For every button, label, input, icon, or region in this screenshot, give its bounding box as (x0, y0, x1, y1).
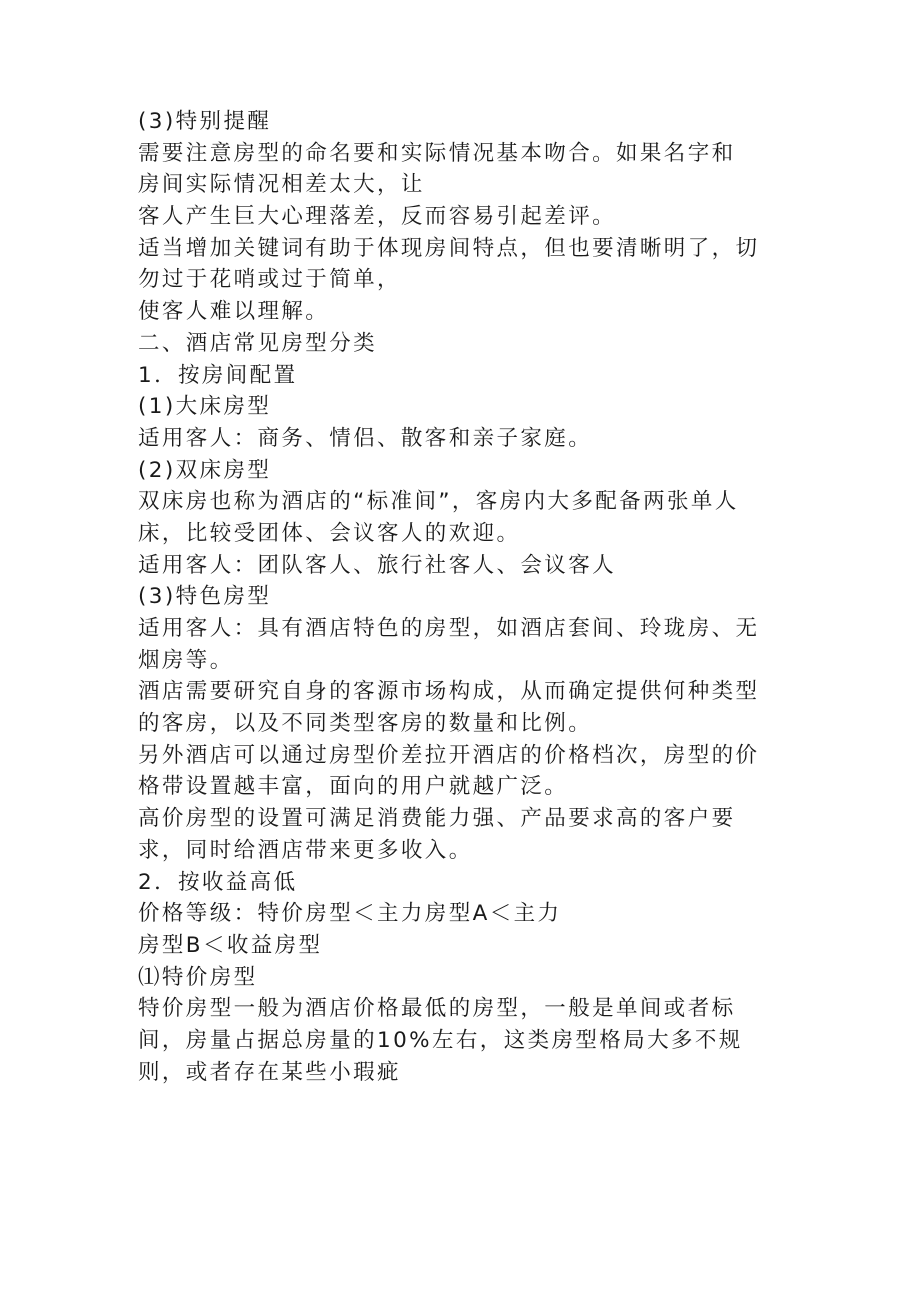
paragraph-line: 适用客人：团队客人、旅行社客人、会议客人 (138, 552, 617, 578)
paragraph-line: 客人产生巨大心理落差，反而容易引起差评。 (138, 204, 617, 230)
section-heading-room-types: 二、酒店常见房型分类 (138, 330, 378, 356)
item-heading-twin-room: (2)双床房型 (138, 457, 272, 483)
paragraph-line: 适用客人：商务、情侣、散客和亲子家庭。 (138, 425, 593, 451)
paragraph-line: 需要注意房型的命名要和实际情况基本吻合。如果名字和 (138, 140, 736, 166)
item-heading-king-room: (1)大床房型 (138, 394, 272, 420)
paragraph-line: 床，比较受团体、会议客人的欢迎。 (138, 520, 521, 546)
paragraph-line: 酒店需要研究自身的客源市场构成，从而确定提供何种类型 (138, 679, 760, 705)
paragraph-line: 高价房型的设置可满足消费能力强、产品要求高的客户要 (138, 806, 736, 832)
paragraph-line: 使客人难以理解。 (138, 299, 330, 325)
paragraph-line: 格带设置越丰富，面向的用户就越广泛。 (138, 774, 569, 800)
paragraph-line: 双床房也称为酒店的“标准间”，客房内大多配备两张单人 (138, 489, 739, 515)
heading-special-reminder: (3)特别提醒 (138, 109, 272, 134)
paragraph-line: 房间实际情况相差太大，让 (138, 172, 425, 198)
subsection-heading-by-configuration: 1．按房间配置 (138, 362, 298, 388)
paragraph-line: 另外酒店可以通过房型价差拉开酒店的价格档次，房型的价 (138, 742, 760, 768)
paragraph-line: 适当增加关键词有助于体现房间特点，但也要清晰明了，切 (138, 235, 760, 261)
paragraph-line: 适用客人：具有酒店特色的房型，如酒店套间、玲珑房、无 (138, 616, 760, 641)
paragraph-line: 房型B＜收益房型 (138, 932, 323, 958)
paragraph-line: 特价房型一般为酒店价格最低的房型，一般是单间或者标 (138, 996, 736, 1022)
paragraph-line: 价格等级：特价房型＜主力房型A＜主力 (138, 901, 562, 927)
paragraph-line: 间，房量占据总房量的10%左右，这类房型格局大多不规 (138, 1027, 743, 1053)
paragraph-line: 求，同时给酒店带来更多收入。 (138, 837, 473, 863)
paragraph-line: 烟房等。 (138, 647, 234, 673)
item-heading-featured-room: (3)特色房型 (138, 584, 272, 610)
paragraph-line: 的客房，以及不同类型客房的数量和比例。 (138, 711, 593, 737)
document-body (138, 106, 788, 1088)
paragraph-line: 则，或者存在某些小瑕疵 (138, 1059, 401, 1085)
paragraph-line: 勿过于花哨或过于简单， (138, 267, 401, 293)
item-heading-discount-room: ⑴特价房型 (138, 964, 258, 990)
subsection-heading-by-revenue: 2．按收益高低 (138, 869, 298, 895)
